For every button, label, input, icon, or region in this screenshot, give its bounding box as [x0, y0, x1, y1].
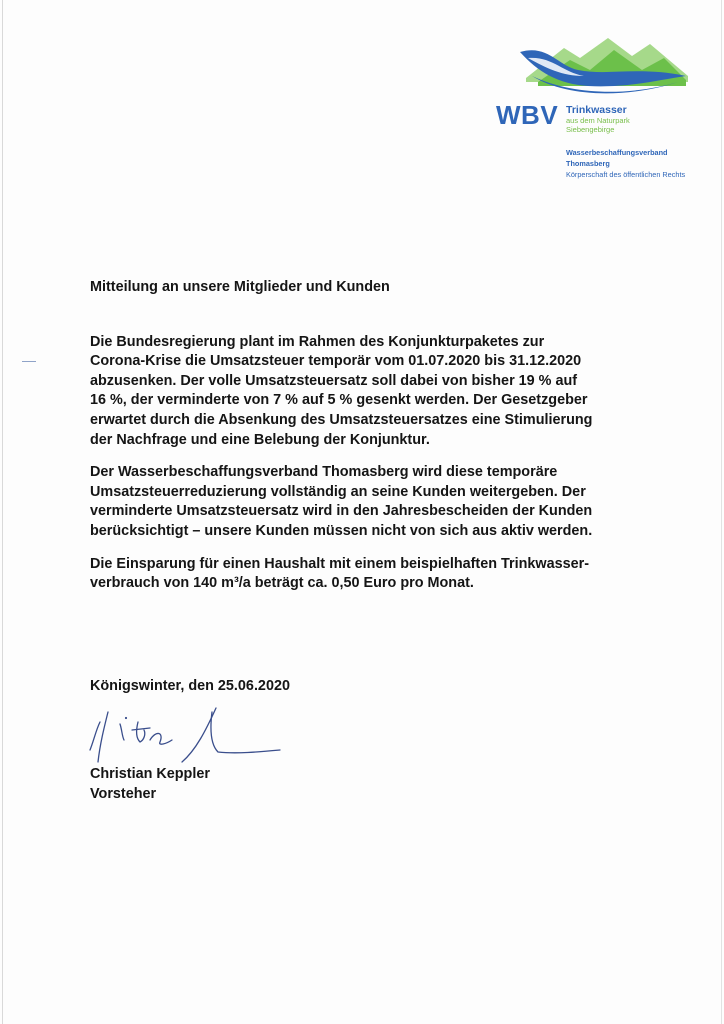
org-location: Thomasberg [566, 159, 610, 168]
org-name: Wasserbeschaffungsverband [566, 148, 668, 157]
text-line: 16 %, der verminderte von 7 % auf 5 % gesenkt werden. Der Gesetzgeber [90, 392, 588, 409]
org-legal-form: Körperschaft des öffentlichen Rechts [566, 170, 686, 179]
text-line: der Nachfrage und eine Belebung der Konjunktur. [90, 431, 430, 448]
paragraph-pass-on [90, 463, 670, 541]
fold-mark [22, 361, 36, 362]
place-and-date: Königswinter, den 25.06.2020 [90, 678, 290, 694]
brand-subtitle-1: aus dem Naturpark [566, 116, 630, 125]
brand-block [566, 104, 706, 134]
text-line: abzusenken. Der volle Umsatzsteuersatz soll dabei von bisher 19 % auf [90, 372, 578, 389]
text-line: Die Bundesregierung plant im Rahmen des Konjunkturpaketes zur [90, 333, 545, 350]
letter-heading: Mitteilung an unsere Mitglieder und Kunden [90, 279, 390, 295]
paragraph-vat-plan [90, 333, 670, 451]
text-line: erwartet durch die Absenkung des Umsatzsteuersatzes eine Stimulierung [90, 411, 593, 428]
text-line: Der Wasserbeschaffungsverband Thomasberg wird diese temporäre [90, 464, 558, 481]
mountains-river-logo-icon [518, 36, 690, 98]
text-line: Umsatzsteuerreduzierung vollständig an seine Kunden weitergeben. Der [90, 483, 586, 500]
text-line: verbrauch von 140 m³/a beträgt ca. 0,50 Euro pro Monat. [90, 575, 474, 592]
text-line: Corona-Krise die Umsatzsteuer temporär vom 01.07.2020 bis 31.12.2020 [90, 353, 582, 370]
brand-title: Trinkwasser [566, 104, 627, 116]
signer-block [90, 764, 210, 804]
paragraph-savings [90, 555, 670, 594]
signer-title: Vorsteher [90, 786, 157, 802]
text-line: berücksichtigt – unsere Kunden müssen nicht von sich aus aktiv werden. [90, 522, 593, 539]
letter-body [90, 278, 670, 607]
brand-subtitle-2: Siebengebirge [566, 125, 615, 134]
organization-block [566, 147, 716, 180]
letterhead [496, 36, 711, 186]
wbv-logo-text: WBV [496, 100, 559, 130]
text-line: Die Einsparung für einen Haushalt mit einem beispielhaften Trinkwasser- [90, 555, 589, 572]
scan-edge-left [2, 0, 3, 1024]
scan-edge-right [721, 0, 722, 1024]
text-line: verminderte Umsatzsteuersatz wird in den Jahresbescheiden der Kunden [90, 503, 593, 520]
signer-name: Christian Keppler [90, 766, 210, 782]
